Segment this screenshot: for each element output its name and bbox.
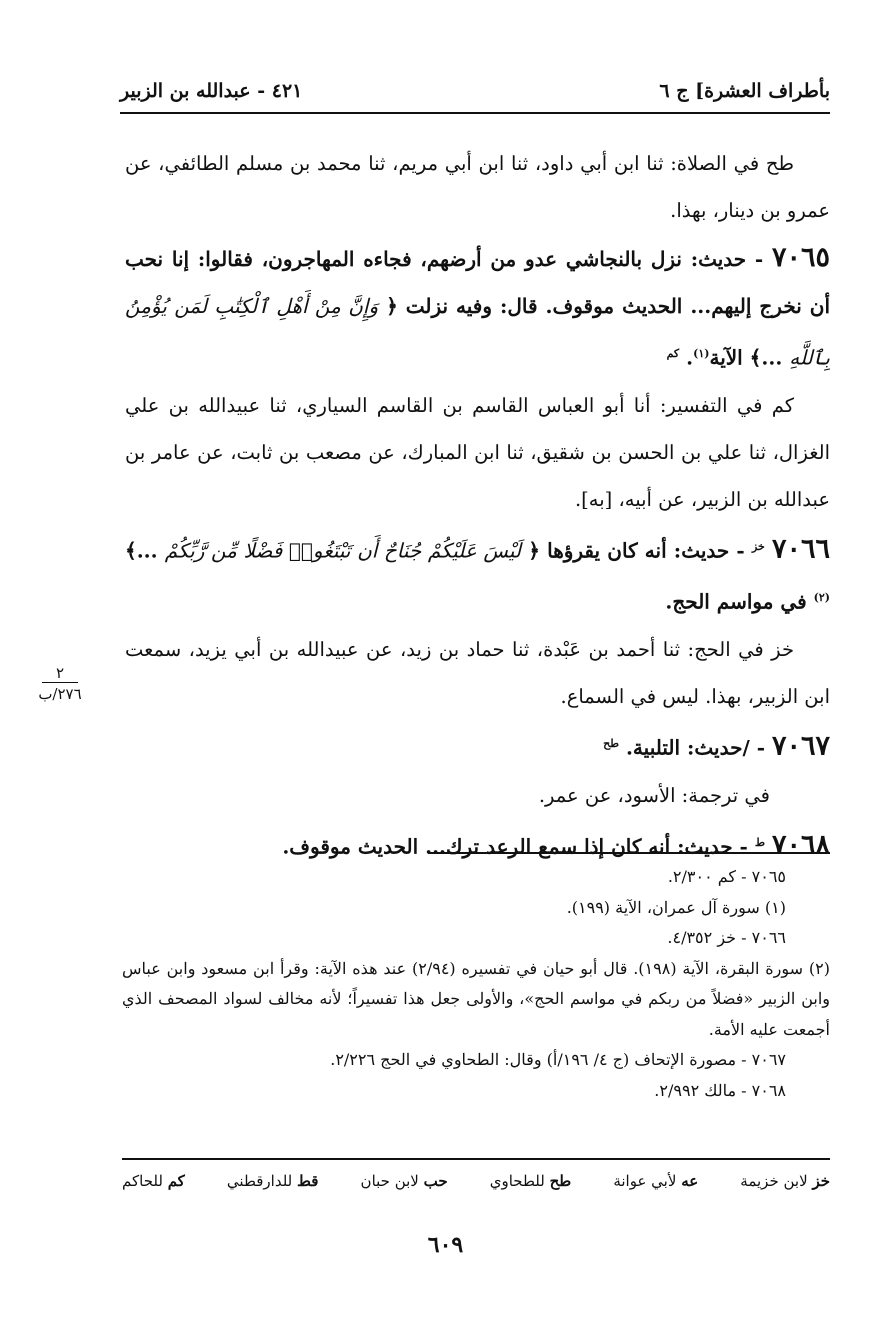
footnote-line: (١) سورة آل عمران، الآية (١٩٩). [566,897,786,917]
footnote-line: ٧٠٦٥ - كم ٢/٣٠٠. [667,867,786,886]
hadith-tail: ...﴾ الآية [709,345,783,370]
legend-item [613,1172,698,1190]
footnote-ref: (٢) [813,591,830,605]
hadith-text: - حديث: أنه كان إذا سمع الرعد ترك... الحديث موقوف. [282,834,748,859]
margin-note-bottom: ٢٧٦/ب [38,685,82,703]
legend-item [122,1172,185,1190]
legend-text: للطحاوي [489,1172,545,1190]
hadith-number: ٧٠٦٧ [771,730,830,762]
running-header [120,62,830,102]
legend-text: لابن خزيمة [740,1172,808,1190]
source-siglum: كم [666,347,680,360]
hadith-text: - /حديث: التلبية. [625,735,766,760]
sigla-legend [122,1172,830,1190]
header-divider [120,112,830,114]
hadith-text: - حديث: أنه كان يقرؤها ﴿ [528,538,745,563]
legend-divider [122,1158,830,1160]
footnote-line: (٢) سورة البقرة، الآية (١٩٨). قال أبو حيان في تفسيره (٢/٩٤) عند هذه الآية: وقرأ ابن مسعود وابن عباس وابن الزبير «فضلاً من ربكم في مواسم الحج»، والأولى جعل هذا تفسيراً؛ لأنه مخالف لسواد المصحف الذي أجمعت عليه الأمة. [122,958,831,1039]
margin-manuscript-folio [30,664,90,703]
legend-abbr: قط [297,1172,319,1190]
header-book-title: بأطراف العشرة] ج ٦ [659,80,830,102]
legend-abbr: طح [549,1172,572,1190]
header-chapter-title: ٤٢١ - عبدالله بن الزبير [120,80,303,102]
paragraph-tahawi-chain: طح في الصلاة: ثنا ابن أبي داود، ثنا ابن أبي مريم، ثنا محمد بن مسلم الطائفي، عن عمرو بن دينار، بهذا. [125,152,830,222]
footnote-line: ٧٠٦٨ - مالك ٢/٩٩٢. [654,1080,786,1100]
legend-text: لابن حبان [360,1172,419,1190]
legend-abbr: خز [812,1172,830,1190]
legend-item [740,1172,830,1190]
quran-verse: وَإِنَّ مِنْ أَهْلِ ٱلْكِتَٰبِ لَمَن يُؤْمِنُ بِٱللَّهِ [125,294,830,370]
hadith-7067 [125,720,830,772]
legend-item [361,1172,448,1190]
footnote-line: ٧٠٦٦ - خز ٤/٣٥٢. [667,928,786,947]
quran-verse: لَيْسَ عَلَيْكُمْ جُنَاحٌ أَن تَبْتَغُوا۟ فَضْلًا مِّن رَّبِّكُمْ [164,538,522,563]
margin-note-top: ٢ [42,664,78,683]
footnote-divider [428,852,830,854]
paragraph-hakim-chain: كم في التفسير: أنا أبو العباس القاسم بن القاسم السياري، ثنا عبيدالله بن علي الغزال، ثنا علي بن الحسن بن شقيق، ثنا ابن المبارك، عن مصعب بن ثابت، عن عامر بن عبدالله بن الزبير، عن أبيه، [به]. [125,393,830,511]
main-text [125,140,830,870]
footnote-line: ٧٠٦٧ - مصورة الإتحاف (ج ٤/ ١٩٦/أ) وقال: الطحاوي في الحج ٢/٢٢٦. [330,1050,786,1069]
legend-text: للحاكم [122,1172,163,1190]
legend-text: للدارقطني [226,1172,293,1190]
hadith-text: - حديث: نزل بالنجاشي عدو من أرضهم، فجاءه المهاجرون، فقالوا: إنا نحب أن نخرج إليهم... الحديث موقوف. قال: وفيه نزلت ﴿ [125,247,831,318]
legend-abbr: كم [167,1172,185,1190]
paragraph-tarjamah: في ترجمة: الأسود، عن عمر. [538,783,770,807]
hadith-7065: ٧٠٦٥ - حديث: نزل بالنجاشي عدو من أرضهم، فجاءه المهاجرون، فقالوا: إنا نحب أن نخرج إليهم... الحديث موقوف. قال: وفيه نزلت ﴿ وَإِنَّ مِنْ أَهْلِ ٱلْكِتَٰبِ لَمَن يُؤْمِنُ بِٱللَّهِ ...﴾ الآية$^{(١)}$. $^{كم}$ [125,242,831,370]
footnotes [122,862,830,1106]
source-siglum: خز [751,539,765,553]
legend-item [490,1172,571,1190]
footnote-ref: (١) [693,347,710,360]
legend-abbr: عه [681,1172,699,1190]
page-number: ٦٠٩ [427,1232,464,1258]
hadith-number: ٧٠٦٨ [771,829,830,861]
legend-item [227,1172,319,1190]
hadith-end: في مواسم الحج. [665,589,807,614]
source-siglum: طح [603,736,619,750]
hadith-tail: ...﴾ [125,538,158,563]
legend-abbr: حب [423,1172,448,1190]
paragraph-ibn-khuzaymah-chain: خز في الحج: ثنا أحمد بن عَبْدة، ثنا حماد بن زيد، عن عبيدالله بن أبي يزيد، سمعت ابن الزبير، بهذا. ليس في السماع. [125,637,830,708]
legend-text: لأبي عوانة [613,1172,677,1190]
hadith-number: ٧٠٦٦ [772,533,831,565]
hadith-7066 [125,523,830,626]
hadith-number: ٧٠٦٥ [772,242,831,273]
source-siglum: ط [754,835,766,849]
